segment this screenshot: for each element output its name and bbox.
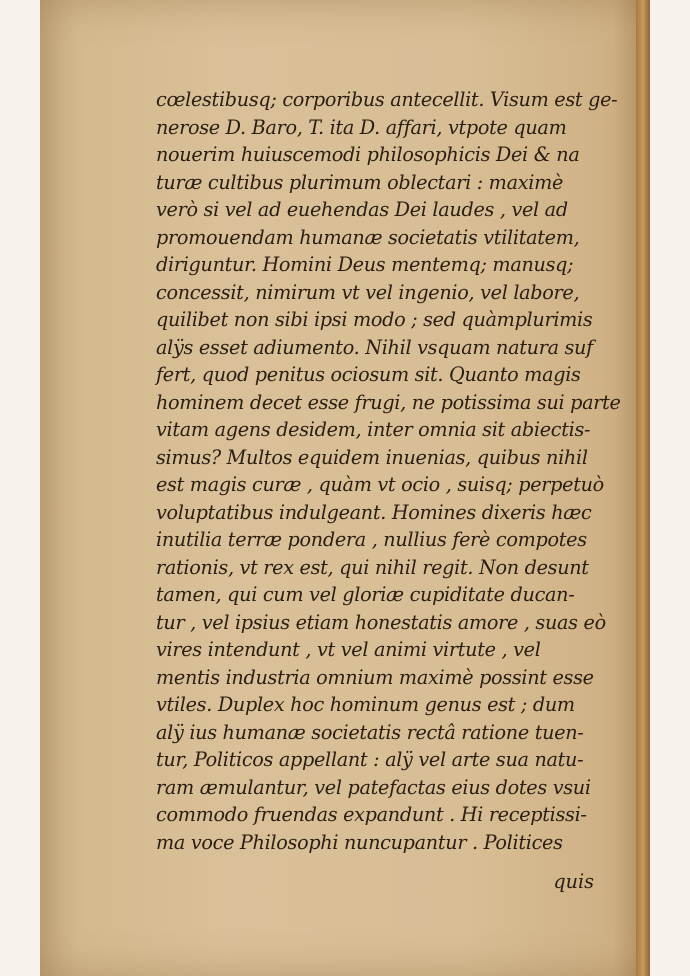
text-line: voluptatibus indulgeant. Homines dixeris hæc	[156, 500, 592, 524]
page-edge	[636, 0, 650, 976]
text-line: tur , vel ipsius etiam honestatis amore , suas eò	[156, 610, 606, 634]
text-line: rationis, vt rex est, qui nihil regit. Non desunt	[156, 555, 589, 579]
text-line: alÿs esset adiumento. Nihil vsquam natura suf	[156, 335, 593, 359]
text-line: tamen, qui cum vel gloriæ cupiditate ducan-	[156, 583, 575, 606]
text-line: commodo fruendas expandunt . Hi receptissi-	[156, 803, 587, 826]
text-line: concessit, nimirum vt vel ingenio, vel labore,	[156, 280, 580, 304]
text-line: nerose D. Baro, T. ita D. affari, vtpote quam	[156, 115, 567, 139]
text-line: est magis curæ , quàm vt ocio , suisq; perpetuò	[156, 473, 604, 496]
text-line: turæ cultibus plurimum oblectari : maximè	[156, 170, 564, 194]
text-line: mentis industria omnium maximè possint esse	[156, 665, 594, 689]
text-line: ram æmulantur, vel patefactas eius dotes vsui	[156, 775, 591, 799]
text-line: cœlestibusq; corporibus antecellit. Visum est ge-	[156, 88, 618, 111]
text-line: diriguntur. Homini Deus mentemq; manusq;	[156, 253, 574, 276]
text-line: simus? Multos equidem inuenias, quibus nihil	[156, 445, 588, 469]
text-line: nouerim huiuscemodi philosophicis Dei & na	[156, 143, 580, 166]
text-line: vtiles. Duplex hoc hominum genus est ; dum	[156, 693, 575, 716]
text-line: ma voce Philosophi nuncupantur . Politices	[156, 830, 563, 854]
text-line: tur, Politicos appellant : alÿ vel arte sua natu-	[156, 748, 584, 771]
text-line: hominem decet esse frugi, ne potissima sui parte	[156, 390, 621, 414]
text-line: quilibet non sibi ipsi modo ; sed quàmplurimis	[156, 308, 593, 331]
text-line: vitam agens desidem, inter omnia sit abiectis-	[156, 418, 591, 441]
text-line: promouendam humanæ societatis vtilitatem,	[156, 225, 580, 249]
catchword: quis	[553, 870, 594, 893]
text-line: verò si vel ad euehendas Dei laudes , vel ad	[156, 198, 568, 221]
text-line: inutilia terræ pondera , nullius ferè compotes	[156, 528, 587, 551]
text-line: vires intendunt , vt vel animi virtute , vel	[156, 638, 541, 661]
text-line: fert, quod penitus ociosum sit. Quanto magis	[156, 363, 581, 386]
body-text	[156, 86, 621, 856]
text-line: alÿ ius humanæ societatis rectâ ratione tuen-	[156, 720, 584, 744]
